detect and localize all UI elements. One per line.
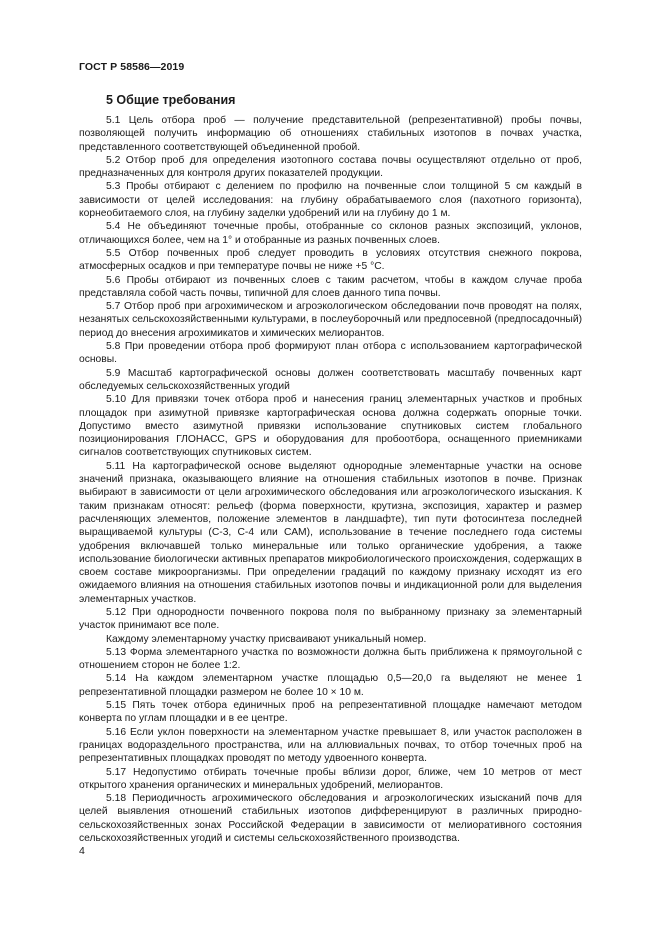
paragraph-5-8: 5.8 При проведении отбора проб формируют план отбора с использованием картографической основы. — [79, 341, 582, 366]
paragraph-5-3: 5.3 Пробы отбирают с делением по профилю на почвенные слои толщиной 5 см каждый в зависимости от целей исследования: на глубину обрабатываемого слоя (пахотного горизонта), корнеобитаемого слоя, на глубину заделки удобрений или на глубину до 1 м. — [79, 181, 582, 220]
paragraph-5-11: 5.11 На картографической основе выделяют однородные элементарные участки на основе значений признака, оказывающего влияние на отношения стабильных изотопов в почве. Признак выбирают в зависимости от цели агрохимического обследования или агроэкологического изыскания. К таким признакам относят: рельеф (форма поверхности, крутизна, экспозиция, характер и размер расчленяющих элементов, положение элементов в ландшафте), тип пути фотосинтеза последней выращиваемой культуры (С-3, С-4 или САМ), использование в течение последнего года системы удобрения включавшей только минеральные или только органические удобрения, а также использование биологически активных препаратов микробиологического происхождения, содержащих в своем составе микроорганизмы. При определении градаций по каждому признаку исходят из его ожидаемого влияния на отношения стабильных изотопов почвы и индикационной роли для выделения элементарных участков. — [79, 460, 582, 605]
paragraph-5-15: 5.15 Пять точек отбора единичных проб на репрезентативной площадке намечают методом конверта по углам площадки и в ее центре. — [79, 700, 582, 725]
paragraph-5-9: 5.9 Масштаб картографической основы должен соответствовать масштабу почвенных карт обследуемых сельскохозяйственных угодий — [79, 367, 582, 392]
paragraph-5-12: 5.12 При однородности почвенного покрова поля по выбранному признаку за элементарный участок принимают все поле. — [79, 606, 582, 632]
paragraph-5-13: 5.13 Форма элементарного участка по возможности должна быть приближена к прямоугольной с отношением сторон не более 1:2. — [79, 646, 582, 672]
document-body — [79, 114, 582, 845]
page-number: 4 — [79, 845, 85, 857]
paragraph-5-17: 5.17 Недопустимо отбирать точечные пробы вблизи дорог, ближе, чем 10 метров от мест открытого хранения органических и минеральных удобрений, мелиорантов. — [79, 766, 582, 791]
paragraph-5-7: 5.7 Отбор проб при агрохимическом и агроэкологическом обследовании почв проводят на полях, незанятых сельскохозяйственными культурами, в послеуборочный или предпосевной (предпосадочный) период до внесения агрохимикатов и химических мелиорантов. — [79, 301, 582, 339]
section-title: 5 Общие требования — [106, 93, 236, 107]
paragraph-5-18: 5.18 Периодичность агрохимического обследования и агроэкологических изысканий почв для целей выявления отношений стабильных изотопов дифференцируют в различных природно-сельскохозяйственных зонах Российской Федерации в зависимости от мелиоративного состояния сельскохозяйственных угодий и системы сельскохозяйственного производства. — [79, 793, 582, 845]
paragraph-5-10: 5.10 Для привязки точек отбора проб и нанесения границ элементарных участков и пробных площадок при азимутной привязке картографическая основа должна содержать опорные точки. Допустимо вместо азимутной привязки использование спутниковых систем глобального позиционирования ГЛОНАСС, GPS и оборудования для пробоотбора, оснащенного приемниками сигналов соответствующих спутниковых систем. — [79, 394, 582, 459]
paragraph-5-16: 5.16 Если уклон поверхности на элементарном участке превышает 8, или участок расположен в границах водораздельного пространства, или на аллювиальных почвах, то отбор точечных проб на репрезентативных площадках проводят по методу удвоенного конверта. — [79, 726, 582, 765]
paragraph-5-5: 5.5 Отбор почвенных проб следует проводить в условиях отсутствия снежного покрова, атмосферных осадков и при температуре почвы не ниже +5 °С. — [79, 247, 582, 273]
paragraph-5-14: 5.14 На каждом элементарном участке площадью 0,5—20,0 га выделяют не менее 1 репрезентативной площадки размером не более 10 × 10 м. — [79, 673, 582, 698]
paragraph-5-2: 5.2 Отбор проб для определения изотопного состава почвы осуществляют отдельно от проб, предназначенных для контроля других показателей продукции. — [79, 154, 582, 180]
standard-header: ГОСТ Р 58586—2019 — [79, 61, 185, 73]
paragraph-5-1: 5.1 Цель отбора проб — получение представительной (репрезентативной) пробы почвы, позволяющей получить информацию об отношениях стабильных изотопов в почвах участка, представленного соответствующей объединенной пробой. — [79, 115, 582, 153]
paragraph-5-12-note: Каждому элементарному участку присваивают уникальный номер. — [106, 633, 427, 645]
paragraph-5-6: 5.6 Пробы отбирают из почвенных слоев с таким расчетом, чтобы в каждом случае проба представляла собой часть почвы, типичной для слоев данного типа почвы. — [79, 274, 582, 299]
paragraph-5-4: 5.4 Не объединяют точечные пробы, отобранные со склонов разных экспозиций, уклонов, отличающихся более, чем на 1° и отобранные из разных почвенных слоев. — [79, 221, 582, 246]
